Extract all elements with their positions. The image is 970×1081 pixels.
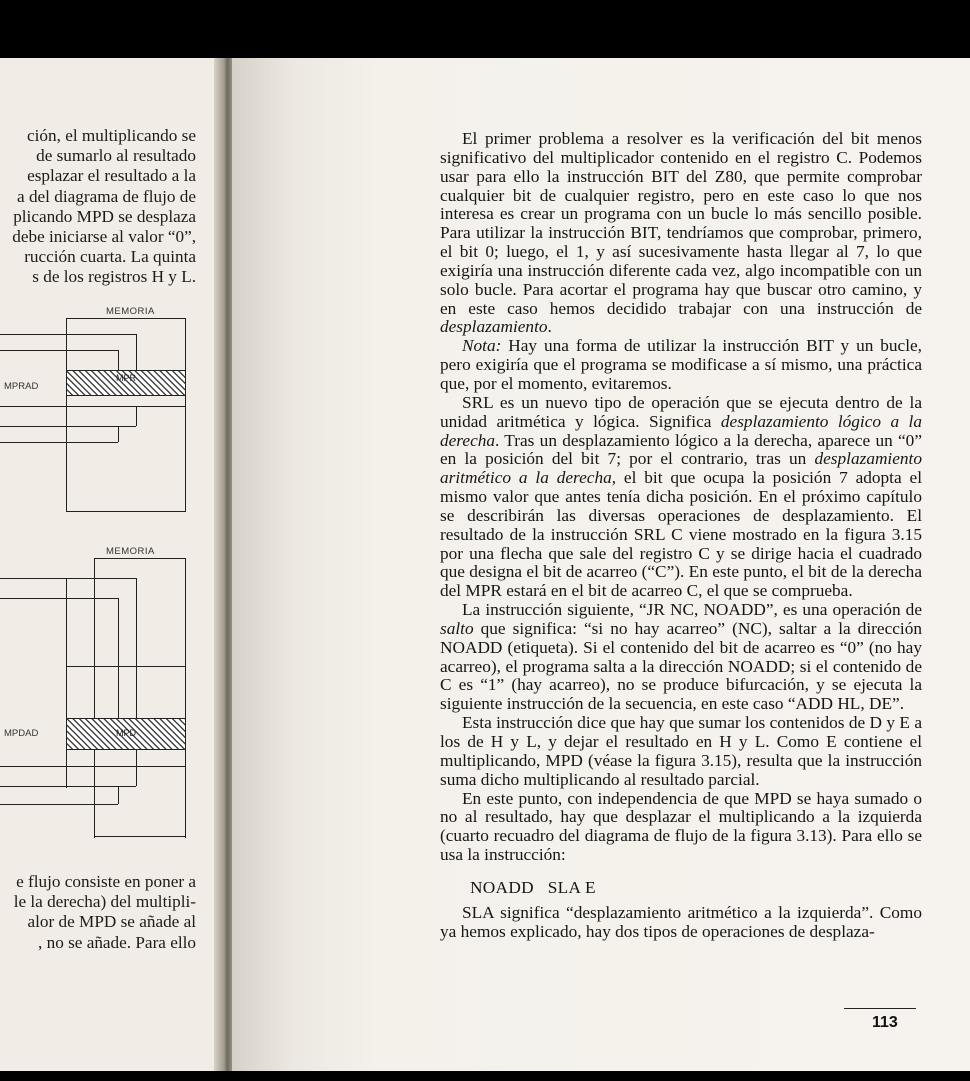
bus-line — [66, 666, 186, 667]
bus-line — [118, 426, 119, 442]
text-line: esplazar el resultado a la — [27, 166, 196, 186]
figure-title: MEMORIA — [106, 546, 155, 557]
bus-line — [136, 406, 137, 426]
bus-line — [94, 836, 186, 837]
bus-line — [136, 334, 137, 370]
paragraph: SLA significa “desplazamiento aritmético a la izquierda”. Como ya hemos explicado, hay dos tipos de operaciones de desplaza- — [440, 902, 922, 941]
bus-line — [94, 558, 186, 559]
bus-line — [185, 558, 186, 838]
mpr-cell — [66, 370, 186, 396]
figure-title: MEMORIA — [106, 306, 155, 317]
code-line: NOADD SLA E — [470, 877, 596, 897]
paragraph: En este punto, con independencia de que MPD se haya sumado o no al resultado, hay que desplazar el multiplicando a la izquierda (cuarto recuadro del diagrama de flujo de la figura 3.13). Para ello se usa la instrucción: — [440, 788, 922, 865]
text-line: alor de MPD se añade al — [27, 912, 196, 932]
page-number: 113 — [872, 1014, 898, 1031]
text-line: ción, el multiplicando se — [27, 126, 196, 145]
cell-label: MPR — [116, 373, 136, 383]
bus-line — [0, 426, 136, 427]
mpd-cell — [66, 718, 186, 750]
bus-line — [0, 786, 136, 787]
bus-line — [0, 578, 136, 579]
body-text — [440, 130, 922, 941]
paragraph: Nota: Hay una forma de utilizar la instrucción BIT y un bucle, pero exigiría que el programa se modificase a sí mismo, una práctica que, por el momento, evitaremos. — [440, 336, 922, 393]
memory-block — [94, 558, 186, 838]
text-line: s de los registros H y L. — [32, 267, 196, 287]
text-line: debe iniciarse al valor “0”, — [12, 227, 196, 247]
paragraph: Esta instrucción dice que hay que sumar los contenidos de D y E a los de H y L, y dejar el resultado en H y L. Como E contiene el multiplicando, MPD (véase la figura 3.15), resulta que la instrucción suma dicho multiplicando al resultado parcial. — [440, 713, 922, 789]
bus-line — [66, 578, 67, 788]
bus-line — [0, 350, 118, 351]
footer-rule — [844, 1008, 916, 1009]
paragraph: SRL es un nuevo tipo de operación que se ejecuta dentro de la unidad aritmética y lógica. Significa desplazamiento lógico a la derecha. Tras un desplazamiento lógico a la derecha, aparece un “0” en la posición del bit 7; por el contrario, tras un desplazamiento aritmético a la derecha, el bit que ocupa la posición 7 adopta el mismo valor que antes tenía dicha posición. En el próximo capítulo se describirán las diversas operaciones de desplazamiento. El resultado de la instrucción SRL C viene mostrado en la figura 3.15 por una flecha que sale del registro C y se dirige hacia el cuadrado que designa el bit de acarreo (“C”). En este punto, el bit de la derecha del MPR estará en el bit de acarreo C, el que se comprueba. — [440, 392, 922, 601]
text-line: , no se añade. Para ello — [38, 932, 196, 952]
right-page — [232, 58, 970, 1071]
memory-block — [66, 318, 186, 512]
side-label: MPRAD — [4, 381, 39, 392]
left-bottom-text — [0, 872, 196, 953]
left-top-text — [0, 126, 196, 288]
text-line: le la derecha) del multipli- — [13, 892, 196, 912]
side-label: MPDAD — [4, 728, 39, 739]
bus-line — [0, 598, 118, 599]
cell-label: MPD — [116, 728, 136, 738]
text-line: de sumarlo al resultado — [36, 146, 196, 166]
left-page — [0, 58, 218, 1071]
text-line: a del diagrama de flujo de — [17, 186, 196, 206]
memory-figure-mpr — [0, 302, 196, 514]
bus-line — [136, 578, 137, 718]
text-line: e flujo consiste en poner a — [16, 872, 196, 891]
bus-line — [0, 442, 118, 443]
paragraph: La instrucción siguiente, “JR NC, NOADD”, es una operación de salto que significa: “si no hay acarreo” (NC), saltar a la dirección NOADD (etiqueta). Si el contenido del bit de acarreo es “0” (no hay acarreo), el programa salta a la dirección NOADD; si el contenido de C es “1” (hay acarreo), no se produce bifurcación, y se ejecuta la siguiente instrucción de la secuencia, en este caso “ADD HL, DE”. — [440, 600, 922, 714]
bus-line — [0, 334, 136, 335]
bus-line — [118, 598, 119, 718]
memory-figure-mpd — [0, 546, 196, 846]
text-line: plicando MPD se desplaza — [13, 206, 196, 226]
bus-line — [0, 406, 186, 407]
bus-line — [118, 786, 119, 804]
bus-line — [136, 750, 137, 786]
paragraph: El primer problema a resolver es la verificación del bit menos significativo del multiplicador contenido en el registro C. Podemos usar para ello la instrucción BIT del Z80, que permite comprobar cualquier bit de cualquier registro, pero en este caso lo que nos interesa es crear un programa con un bucle lo más sencillo posible. Para utilizar la instrucción BIT, tendríamos que comprobar, primero, el bit 0; luego, el 1, y así sucesivamente hasta llegar al 7, lo que exigiría una instrucción diferente cada vez, algo incompatible con un solo bucle. Para acortar el programa hay que buscar otro camino, y en este caso hemos decidido trabajar con una instrucción de desplazamiento. — [440, 129, 922, 337]
bus-line — [118, 350, 119, 370]
text-line: rucción cuarta. La quinta — [24, 247, 196, 267]
bus-line — [0, 766, 186, 767]
bus-line — [0, 804, 118, 805]
